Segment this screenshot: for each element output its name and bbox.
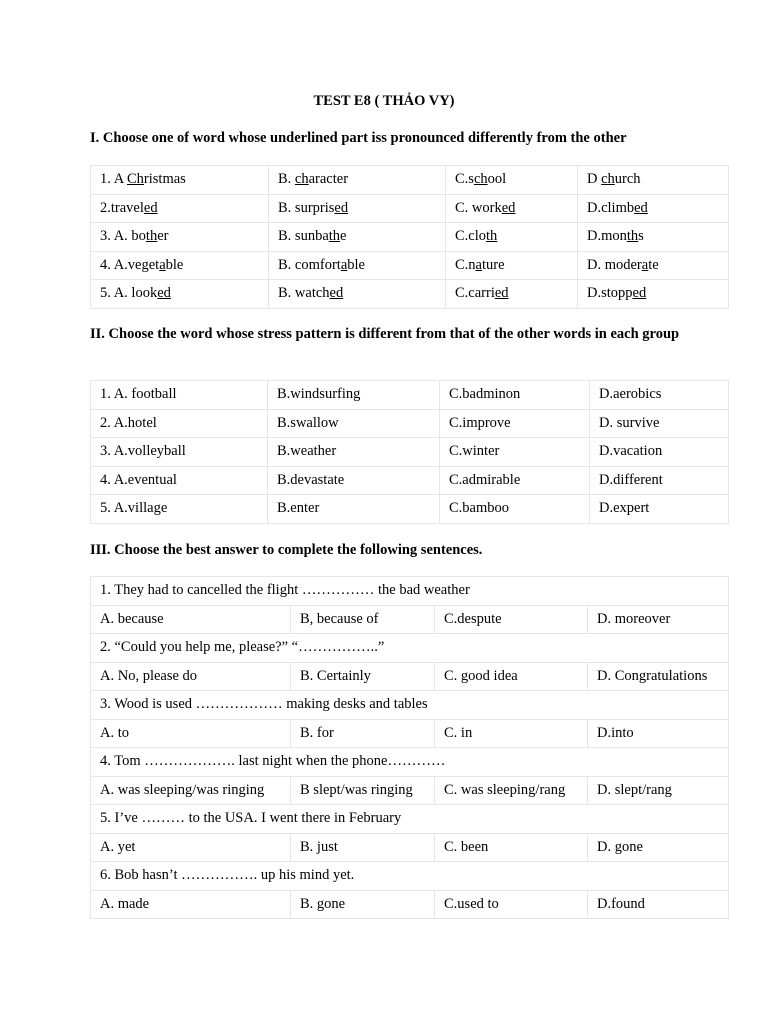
- pronunciation-table: [90, 165, 729, 309]
- answer-option: [446, 251, 578, 280]
- answer-option: D. moreover: [588, 605, 729, 634]
- answer-option: D.into: [588, 719, 729, 748]
- question-text: 3. Wood is used ……………… making desks and tables: [91, 691, 729, 720]
- answer-option: A. No, please do: [91, 662, 291, 691]
- option-text: urch: [614, 171, 641, 188]
- question-row: [91, 634, 729, 663]
- underlined-sound: ed: [329, 285, 344, 302]
- question-text: 6. Bob hasn’t ……………. up his mind yet.: [91, 862, 729, 891]
- option-text: D. moder: [587, 256, 642, 273]
- option-text: B. watch: [278, 285, 330, 302]
- option-text: B.: [278, 171, 295, 188]
- option-text: C.s: [455, 171, 474, 188]
- answer-option: D. gone: [588, 833, 729, 862]
- answer-option: [446, 194, 578, 223]
- answer-option: [91, 166, 269, 195]
- underlined-sound: a: [641, 256, 649, 273]
- answer-option: B. for: [291, 719, 435, 748]
- option-text: D.climb: [587, 199, 635, 216]
- underlined-sound: ch: [473, 171, 488, 188]
- section3-heading: III. Choose the best answer to complete the following sentences.: [90, 542, 483, 558]
- answer-option: A. made: [91, 890, 291, 919]
- table-row: [91, 409, 729, 438]
- answer-option: C.despute: [435, 605, 588, 634]
- underlined-sound: ed: [494, 285, 509, 302]
- answer-option: D.found: [588, 890, 729, 919]
- answer-option: [269, 251, 446, 280]
- answer-option: D. Congratulations: [588, 662, 729, 691]
- table-row: [91, 251, 729, 280]
- table-row: [91, 495, 729, 524]
- option-text: B. surpris: [278, 199, 335, 216]
- options-row: [91, 890, 729, 919]
- underlined-sound: a: [475, 256, 482, 273]
- table-row: [91, 438, 729, 467]
- underlined-sound: ed: [157, 285, 171, 302]
- answer-option: A. yet: [91, 833, 291, 862]
- underlined-sound: ed: [501, 199, 516, 216]
- answer-option: C. good idea: [435, 662, 588, 691]
- answer-option: [578, 194, 729, 223]
- question-row: [91, 805, 729, 834]
- option-text: D.stopp: [587, 285, 633, 302]
- option-text: ool: [487, 171, 507, 188]
- underlined-sound: a: [340, 256, 348, 273]
- answer-option: [578, 251, 729, 280]
- option-text: ble: [347, 256, 365, 273]
- answer-option: C.winter: [440, 438, 590, 467]
- answer-option: C.used to: [435, 890, 588, 919]
- section1-heading: I. Choose one of word whose underlined part iss pronounced differently from the other: [90, 130, 627, 146]
- option-text: C.clo: [455, 228, 487, 245]
- option-text: e: [340, 228, 347, 245]
- option-text: 1. A: [100, 171, 127, 188]
- option-text: 4. A.veget: [100, 256, 160, 273]
- underlined-sound: th: [328, 228, 341, 245]
- answer-option: B. gone: [291, 890, 435, 919]
- answer-option: C.admirable: [440, 466, 590, 495]
- stress-table: [90, 380, 729, 524]
- option-text: C. work: [455, 199, 502, 216]
- sentence-completion-table: [90, 576, 729, 919]
- answer-option: D. survive: [590, 409, 729, 438]
- test-title: TEST E8 ( THẢO VY): [313, 93, 455, 109]
- answer-option: B.swallow: [268, 409, 440, 438]
- answer-option: [446, 223, 578, 252]
- answer-option: [269, 223, 446, 252]
- table-row: [91, 381, 729, 410]
- option-text: ristmas: [143, 171, 186, 188]
- answer-option: D.aerobics: [590, 381, 729, 410]
- answer-option: B. Certainly: [291, 662, 435, 691]
- answer-option: [91, 280, 269, 309]
- underlined-sound: ed: [143, 199, 158, 216]
- option-text: 3. A. bo: [100, 228, 146, 245]
- answer-option: B.weather: [268, 438, 440, 467]
- underlined-sound: Ch: [127, 171, 144, 188]
- table-row: [91, 223, 729, 252]
- options-row: [91, 776, 729, 805]
- option-text: D.mon: [587, 228, 627, 245]
- underlined-sound: ed: [334, 199, 349, 216]
- options-row: [91, 662, 729, 691]
- question-row: [91, 862, 729, 891]
- answer-option: B. just: [291, 833, 435, 862]
- option-text: te: [648, 256, 659, 273]
- underlined-sound: ed: [634, 199, 648, 216]
- table-row: [91, 194, 729, 223]
- answer-option: C.bamboo: [440, 495, 590, 524]
- answer-option: A. was sleeping/was ringing: [91, 776, 291, 805]
- underlined-sound: ch: [601, 171, 615, 188]
- answer-option: [269, 280, 446, 309]
- answer-option: C. been: [435, 833, 588, 862]
- answer-option: B, because of: [291, 605, 435, 634]
- underlined-sound: a: [159, 256, 166, 273]
- answer-option: [578, 280, 729, 309]
- answer-option: [446, 280, 578, 309]
- question-text: 4. Tom ………………. last night when the phone…………: [91, 748, 729, 777]
- answer-option: 1. A. football: [91, 381, 268, 410]
- answer-option: C.improve: [440, 409, 590, 438]
- answer-option: [91, 194, 269, 223]
- option-text: C.carri: [455, 285, 495, 302]
- option-text: 5. A. look: [100, 285, 158, 302]
- underlined-sound: ch: [294, 171, 309, 188]
- options-row: [91, 833, 729, 862]
- answer-option: C. was sleeping/rang: [435, 776, 588, 805]
- underlined-sound: th: [486, 228, 498, 245]
- answer-option: [578, 166, 729, 195]
- answer-option: [91, 223, 269, 252]
- answer-option: 5. A.village: [91, 495, 268, 524]
- table-row: [91, 166, 729, 195]
- answer-option: 3. A.volleyball: [91, 438, 268, 467]
- answer-option: [578, 223, 729, 252]
- answer-option: D.vacation: [590, 438, 729, 467]
- answer-option: B.devastate: [268, 466, 440, 495]
- question-text: 1. They had to cancelled the flight …………… the bad weather: [91, 577, 729, 606]
- underlined-sound: ed: [632, 285, 647, 302]
- answer-option: B.enter: [268, 495, 440, 524]
- option-text: aracter: [308, 171, 349, 188]
- answer-option: 4. A.eventual: [91, 466, 268, 495]
- answer-option: [269, 194, 446, 223]
- question-row: [91, 748, 729, 777]
- table-row: [91, 280, 729, 309]
- answer-option: C. in: [435, 719, 588, 748]
- option-text: ble: [165, 256, 184, 273]
- answer-option: D.different: [590, 466, 729, 495]
- option-text: B. sunba: [278, 228, 329, 245]
- option-text: D: [587, 171, 602, 188]
- answer-option: [269, 166, 446, 195]
- option-text: s: [638, 228, 644, 245]
- table-row: [91, 466, 729, 495]
- answer-option: C.badminon: [440, 381, 590, 410]
- question-row: [91, 691, 729, 720]
- answer-option: A. because: [91, 605, 291, 634]
- answer-option: D. slept/rang: [588, 776, 729, 805]
- option-text: 2.travel: [100, 199, 144, 216]
- section2-heading: II. Choose the word whose stress pattern is different from that of the other words in each group: [90, 326, 680, 342]
- question-row: [91, 577, 729, 606]
- answer-option: [91, 251, 269, 280]
- answer-option: A. to: [91, 719, 291, 748]
- option-text: B. comfort: [278, 256, 341, 273]
- underlined-sound: th: [626, 228, 639, 245]
- option-text: C.n: [455, 256, 476, 273]
- answer-option: 2. A.hotel: [91, 409, 268, 438]
- answer-option: D.expert: [590, 495, 729, 524]
- question-text: 5. I’ve ……… to the USA. I went there in February: [91, 805, 729, 834]
- options-row: [91, 605, 729, 634]
- question-text: 2. “Could you help me, please?” “……………..”: [91, 634, 729, 663]
- answer-option: B slept/was ringing: [291, 776, 435, 805]
- answer-option: B.windsurfing: [268, 381, 440, 410]
- underlined-sound: th: [145, 228, 158, 245]
- answer-option: [446, 166, 578, 195]
- options-row: [91, 719, 729, 748]
- option-text: er: [157, 228, 169, 245]
- option-text: ture: [481, 256, 505, 273]
